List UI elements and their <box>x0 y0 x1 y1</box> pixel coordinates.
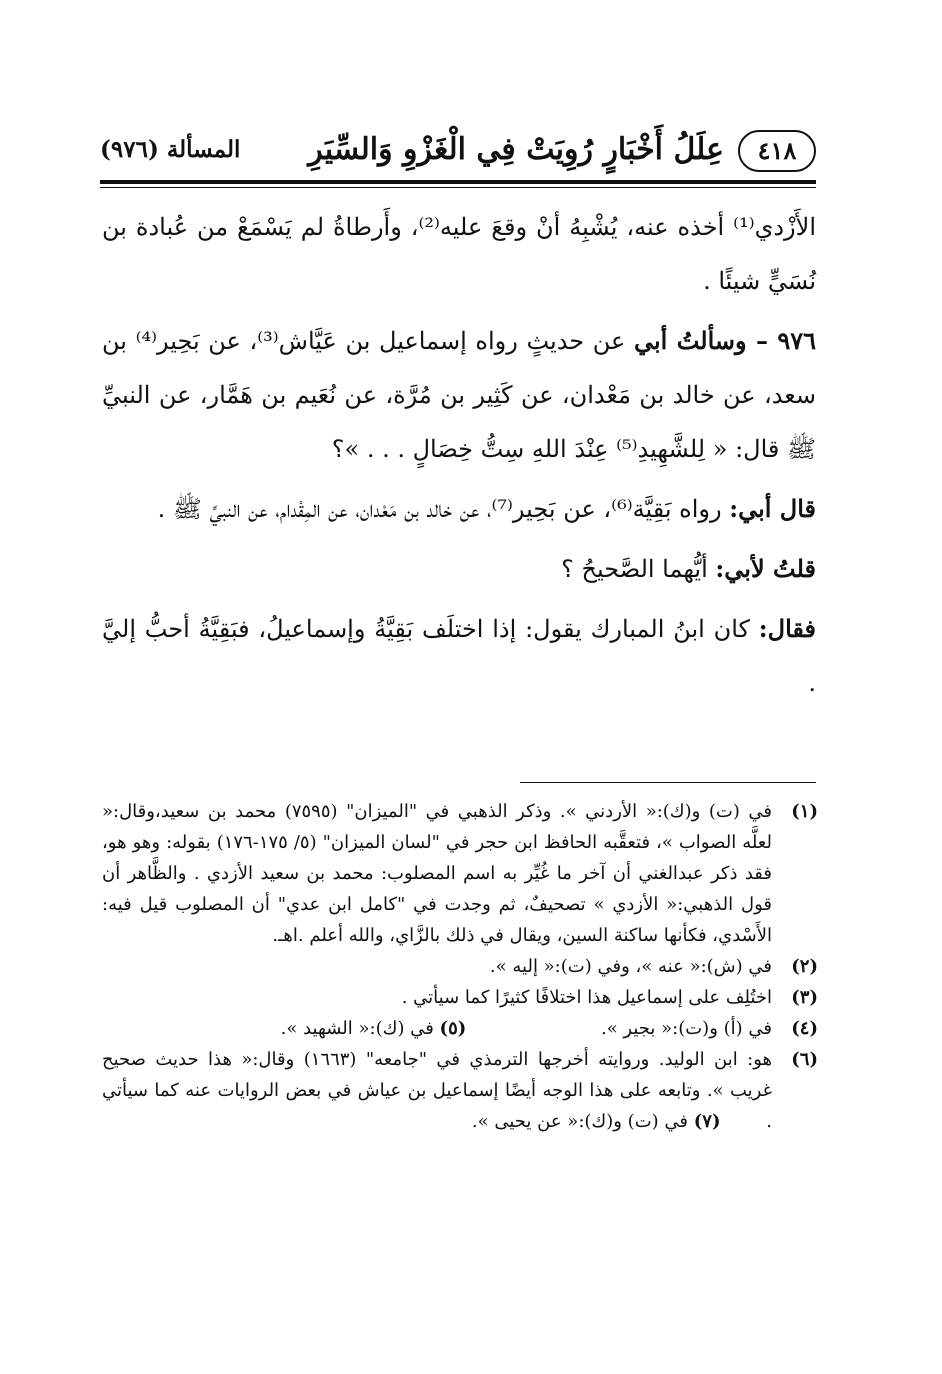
answer-text: رواه بَقِيَّة⁽⁶⁾، عن بَحِير⁽⁷⁾، عن خالد بن مَعْدان، عن المِقْدام، عن النبيِّ ﷺ . <box>157 495 722 523</box>
footnote-text: في (ك):« الشهيد ». <box>280 1018 434 1039</box>
footnote-number: (١) <box>791 801 818 822</box>
running-header <box>100 128 816 176</box>
paragraph-answer-2 <box>102 602 816 710</box>
footnote-2 <box>102 951 818 982</box>
question2-text: أيُّهما الصَّحيحُ ؟ <box>561 555 708 583</box>
footnote-number: (٣) <box>791 987 818 1008</box>
footnote-1 <box>102 796 818 951</box>
question-number: ٩٧٦ – وسألتُ أبي <box>634 326 816 355</box>
footnote-4-5 <box>102 1013 818 1044</box>
book-title: عِلَلُ أَخْبَارٍ رُوِيَتْ فِي الْغَزْوِ وَالسِّيَرِ <box>308 132 724 167</box>
paragraph-question-2 <box>102 542 816 596</box>
page-number: ٤١٨ <box>738 130 816 172</box>
header-rule-thick <box>100 180 816 184</box>
footnote-number-inline: (٥) <box>439 1018 467 1039</box>
paragraph-question-976 <box>102 314 816 476</box>
answer-label: قال أبي: <box>729 494 816 523</box>
answer2-label: فقال: <box>758 614 816 643</box>
footnote-text: هو: ابن الوليد. وروايته أخرجها الترمذي في "جامعه" (١٦٦٣) وقال:« هذا حديث صحيح غريب ». وتابعه على هذا الوجه أيضًا إسماعيل بن عياش في بعض الروايات عنه كما سيأتي . <box>102 1049 772 1132</box>
answer2-text: كان ابنُ المبارك يقول: إذا اختلَف بَقِيَّةُ وإسماعيلُ، فبَقِيَّةُ أحبُّ إليَّ . <box>102 615 816 697</box>
footnote-text: في (ت) و(ك):« الأردني ». وذكر الذهبي في "الميزان" (٧٥٩٥) محمد بن سعيد،وقال:« لعلَّه الصواب »، فتعقَّبه الحافظ ابن حجر في "لسان الميزان" (٥/ ١٧٥-١٧٦) بقوله: وهو هو، فقد ذكر عبدالغني أن آخر ما غُيِّر به اسم المصلوب: محمد بن سعيد الأزدي . والظَّاهر أن قول الذهبي:« الأزدي » تصحيفٌ، ثم وجدت في "كامل ابن عدي" أن المصلوب قيل فيه: الأَسْدي، فكأنها ساكنة السين، ويقال في ذلك بالزَّاي، والله أعلم .اهـ. <box>102 801 773 946</box>
footnote-separator <box>520 782 816 783</box>
main-text <box>102 200 816 716</box>
footnote-text: في (ش):« عنه »، وفي (ت):« إليه ». <box>489 956 772 977</box>
footnote-3 <box>102 982 818 1013</box>
paragraph-continuation: الأَزْدي⁽¹⁾ أخذه عنه، يُشْبِهُ أنْ وقعَ عليه⁽²⁾، وأَرطاةُ لم يَسْمَعْ من عُبادة بن نُسَيٍّ شيئًا . <box>102 213 816 295</box>
issue-label: المسألة (٩٧٦) <box>100 136 241 163</box>
footnote-number: (٤) <box>791 1018 818 1039</box>
footnotes <box>102 796 818 1137</box>
paragraph-answer <box>102 482 816 536</box>
footnote-text: اختُلِف على إسماعيل هذا اختلافًا كثيرًا كما سيأتي . <box>401 987 772 1008</box>
footnote-number: (٢) <box>791 956 818 977</box>
footnote-number: (٦) <box>791 1049 818 1070</box>
header-rule-thin <box>100 187 816 188</box>
footnote-text: في (ت) و(ك):« عن يحيى ». <box>471 1111 689 1132</box>
question-text: عن حديثٍ رواه إسماعيل بن عَيَّاش⁽³⁾، عن بَحِير⁽⁴⁾ بن سعد، عن خالد بن مَعْدان، عن كَثِير بن مُرَّة، عن نُعَيم بن هَمَّار، عن النبيِّ ﷺ قال: « لِلشَّهِيدِ⁽⁵⁾ عِنْدَ اللهِ سِتُّ خِصَالٍ . . . »؟ <box>102 327 816 463</box>
footnote-number-inline: (٧) <box>693 1111 721 1132</box>
footnote-text: في (أ) و(ت):« بجير ». <box>600 1018 772 1039</box>
question2-label: قلتُ لأبي: <box>715 554 816 583</box>
footnote-6 <box>102 1044 818 1137</box>
